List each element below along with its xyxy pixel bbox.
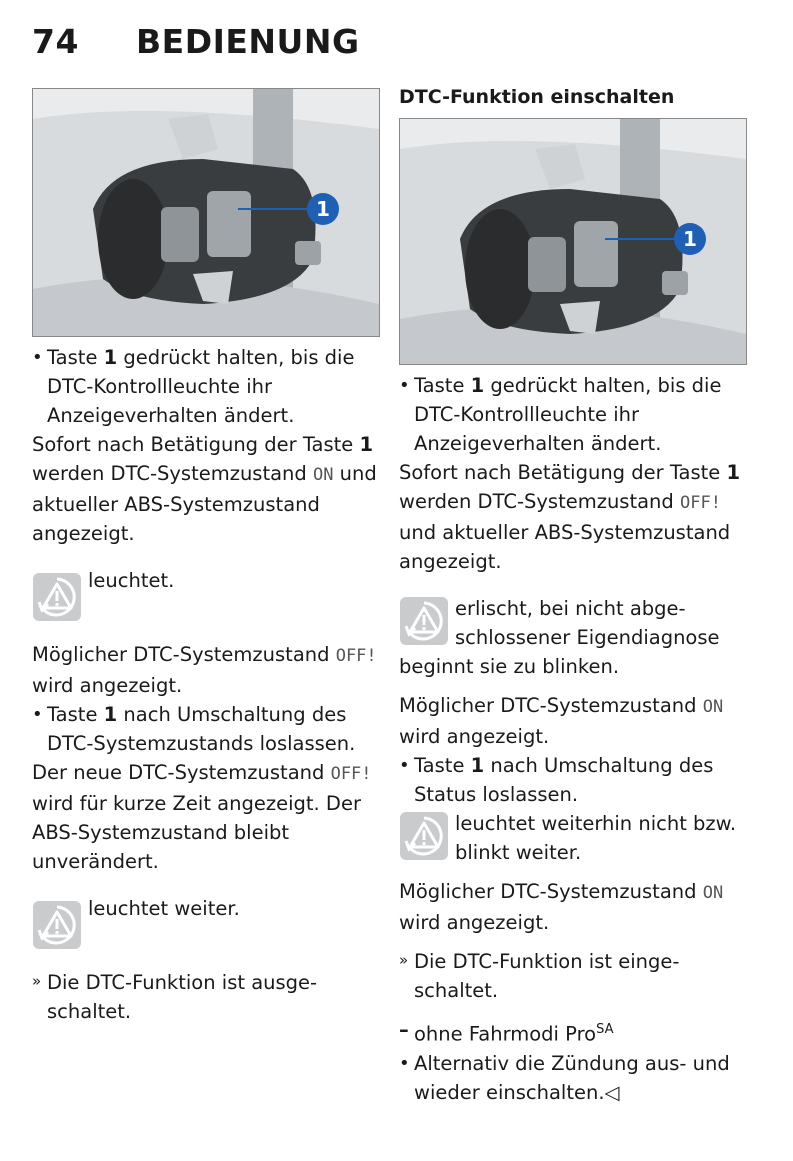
- warning-light-note: [32, 566, 382, 622]
- warning-light-note: [399, 809, 749, 867]
- page-number: 74: [32, 22, 79, 61]
- dtc-warning-light-icon: [32, 572, 82, 622]
- instruction-bullet: • Alternativ die Zündung aus- und wieder einschalten.◁: [399, 1049, 749, 1107]
- section-heading: DTC-Funktion einschalten: [399, 86, 675, 108]
- callout-number-1: 1: [316, 197, 330, 221]
- page-header: [32, 22, 360, 66]
- left-column: [32, 88, 382, 1026]
- callout-number-1: 1: [683, 227, 697, 251]
- end-mark: ◁: [604, 1080, 620, 1104]
- body-paragraph: Sofort nach Betätigung der Taste 1 werden DTC-Systemzustand ON und aktueller ABS-Systemzustand angezeigt.: [32, 433, 377, 545]
- instruction-bullet: • Taste 1 nach Umschaltung des Status loslassen.: [399, 751, 749, 809]
- warning-light-note: [399, 594, 749, 681]
- warning-light-text: leuchtet weiterhin nicht bzw. blinkt weiter.: [455, 812, 737, 864]
- warning-light-text: leuchtet weiter.: [88, 897, 240, 920]
- result-line: » Die DTC-Funktion ist eingeschaltet.: [399, 947, 749, 1005]
- body-paragraph: Der neue DTC-Systemzustand OFF! wird für kurze Zeit angezeigt. Der ABS-Systemzustand bleibt unverändert.: [32, 761, 372, 873]
- handlebar-switch-photo-left: [32, 88, 380, 337]
- body-paragraph: Möglicher DTC-Systemzustand ON wird angezeigt.: [399, 880, 724, 934]
- body-paragraph: Möglicher DTC-Systemzustand OFF! wird angezeigt.: [32, 643, 377, 697]
- dtc-warning-light-icon: [399, 596, 449, 646]
- right-column: [399, 86, 749, 1107]
- body-paragraph: Sofort nach Betätigung der Taste 1 werden DTC-Systemzustand OFF! und aktueller ABS-Systemzustand angezeigt.: [399, 461, 741, 573]
- body-paragraph: Möglicher DTC-Systemzustand ON wird angezeigt.: [399, 694, 724, 748]
- warning-light-text: leuchtet.: [88, 569, 175, 592]
- chapter-title: BEDIENUNG: [136, 22, 360, 61]
- warning-light-text: erlischt, bei nicht abgeschlossener Eigendiagnose beginnt sie zu blinken.: [399, 597, 720, 678]
- handlebar-switch-photo-right: [399, 118, 747, 365]
- dtc-warning-light-icon: [32, 900, 82, 950]
- instruction-bullet: • Taste 1 nach Umschaltung des DTC-Systemzustands loslassen.: [32, 700, 382, 758]
- condition-line: – ohne Fahrmodi Pro$^{SA}$: [399, 1015, 749, 1049]
- dtc-warning-light-icon: [399, 811, 449, 861]
- instruction-bullet: • Taste 1 gedrückt halten, bis die DTC-Kontrollleuchte ihr Anzeigeverhalten ändert.: [399, 371, 749, 458]
- warning-light-note: [32, 894, 382, 950]
- result-line: » Die DTC-Funktion ist ausgeschaltet.: [32, 968, 382, 1026]
- instruction-bullet: • Taste 1 gedrückt halten, bis die DTC-Kontrollleuchte ihr Anzeigeverhalten ändert.: [32, 343, 382, 430]
